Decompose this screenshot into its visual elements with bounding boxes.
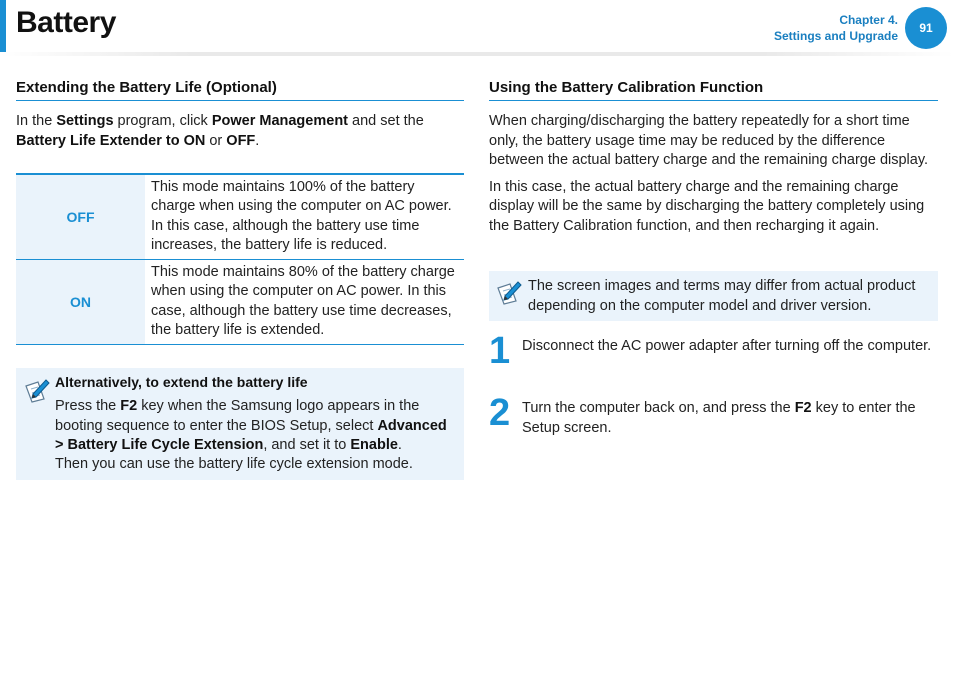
calibration-para-1: When charging/discharging the battery repeatedly for a short time only, the battery usage time may be reduced by the difference between the actual battery charge and the remaining charge display. xyxy=(489,113,929,168)
disclaimer-text: The screen images and terms may differ from actual product depending on the computer model and driver version. xyxy=(528,278,916,314)
note-body: Press the F2 key when the Samsung logo appears in the booting sequence to enter the BIOS Setup, select Advanced > Battery Life Cycle Extension, and set it to Enable. Then you can use the battery life cycle extension mode. xyxy=(55,398,447,473)
table-row xyxy=(16,174,464,260)
mode-label-on: ON xyxy=(16,260,145,345)
section-heading-extend: Extending the Battery Life (Optional) xyxy=(16,79,464,101)
extend-note-box xyxy=(16,368,464,480)
step-number: 2 xyxy=(489,392,511,434)
mode-desc-on: This mode maintains 80% of the battery charge when using the computer on AC power. In this case, although the battery use time decreases, the battery life is extended. xyxy=(145,260,464,345)
note-pencil-icon xyxy=(495,279,523,305)
header-divider xyxy=(0,52,954,56)
right-column xyxy=(489,79,938,476)
chapter-number: Chapter 4. xyxy=(839,13,898,27)
battery-mode-table xyxy=(16,173,464,345)
note-pencil-icon xyxy=(23,377,51,403)
page-number-badge: 91 xyxy=(905,7,947,49)
chapter-title: Settings and Upgrade xyxy=(773,29,898,43)
chapter-label[interactable] xyxy=(774,12,898,44)
mode-desc-off: This mode maintains 100% of the battery charge when using the computer on AC power. In this case, although the battery use time increases, the battery life is reduced. xyxy=(151,179,452,253)
extend-intro: In the Settings program, click Power Management and set the Battery Life Extender to ON or OFF. xyxy=(16,113,424,149)
step-text: Turn the computer back on, and press the F2 key to enter the Setup screen. xyxy=(522,400,916,436)
table-row xyxy=(16,260,464,345)
calibration-para-2: In this case, the actual battery charge and the remaining charge display will be the same by discharging the battery completely using the Battery Calibration function, and then recharging it again. xyxy=(489,178,925,234)
calibration-steps xyxy=(489,330,938,476)
disclaimer-note-box xyxy=(489,271,938,321)
note-title: Alternatively, to extend the battery life xyxy=(55,374,308,391)
step-number: 1 xyxy=(489,330,511,372)
header-accent-bar xyxy=(0,0,6,52)
mode-label-off: OFF xyxy=(16,174,145,260)
page-title: Battery xyxy=(16,6,116,39)
step-text: Disconnect the AC power adapter after turning off the computer. xyxy=(522,338,932,354)
section-heading-calibration: Using the Battery Calibration Function xyxy=(489,79,938,101)
left-column xyxy=(16,79,464,480)
